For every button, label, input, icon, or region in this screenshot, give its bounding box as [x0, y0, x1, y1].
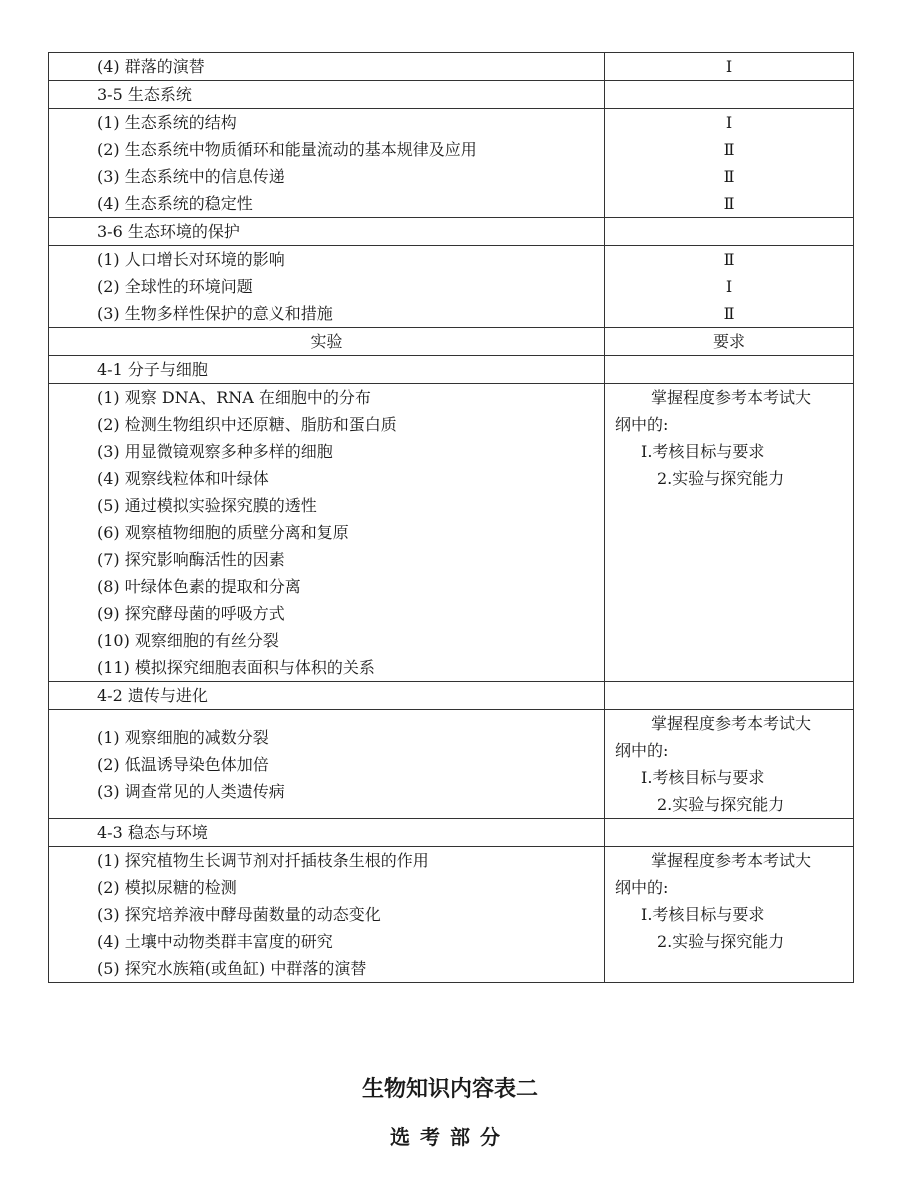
requirement-text: 2.实验与探究能力	[657, 932, 785, 951]
item-group-cell	[49, 246, 605, 328]
requirement-text: Ⅰ.考核目标与要求	[641, 442, 765, 461]
list-item: (11) 模拟探究细胞表面积与体积的关系	[97, 658, 375, 677]
table-row	[49, 246, 854, 328]
header-requirement	[605, 328, 854, 356]
level-text: Ⅰ	[725, 57, 733, 76]
syllabus-table	[48, 52, 854, 983]
level-group-cell	[605, 109, 854, 218]
list-item: (2) 生态系统中物质循环和能量流动的基本规律及应用	[97, 140, 477, 159]
list-item: (3) 探究培养液中酵母菌数量的动态变化	[97, 905, 381, 924]
list-item: (10) 观察细胞的有丝分裂	[97, 631, 279, 650]
requirement-text: 纲中的:	[615, 741, 669, 760]
requirement-text: 2.实验与探究能力	[657, 795, 785, 814]
requirement-cell	[605, 384, 854, 682]
section-title: 3-5 生态系统	[97, 85, 192, 104]
level-text: Ⅱ	[723, 140, 735, 159]
content-table-title: 生物知识内容表二	[361, 1077, 538, 1102]
table-row	[49, 53, 854, 81]
list-item: (1) 探究植物生长调节剂对扦插枝条生根的作用	[97, 851, 429, 870]
elective-section-subtitle: 选考部分	[390, 1125, 510, 1149]
list-item: (3) 生物多样性保护的意义和措施	[97, 304, 333, 323]
empty-cell	[605, 218, 854, 246]
section-row	[49, 682, 854, 710]
header-experiment	[49, 328, 605, 356]
list-item: (4) 生态系统的稳定性	[97, 194, 253, 213]
list-item: (8) 叶绿体色素的提取和分离	[97, 577, 301, 596]
list-item: (2) 低温诱导染色体加倍	[97, 754, 269, 774]
level-cell	[605, 53, 854, 81]
list-item: (5) 通过模拟实验探究膜的透性	[97, 496, 317, 515]
section-title: 4-1 分子与细胞	[97, 360, 208, 379]
requirement-text: 纲中的:	[615, 878, 669, 897]
list-item: (2) 模拟尿糖的检测	[97, 878, 237, 897]
section-title-cell	[49, 81, 605, 109]
list-item: (2) 全球性的环境问题	[97, 277, 253, 296]
header-text: 要求	[712, 332, 745, 351]
section-title-cell	[49, 682, 605, 710]
header-text: 实验	[310, 332, 343, 351]
item-group-cell	[49, 847, 605, 983]
section-row	[49, 356, 854, 384]
list-item: (1) 观察细胞的减数分裂	[97, 727, 269, 747]
list-item: (1) 生态系统的结构	[97, 113, 237, 132]
list-item: (7) 探究影响酶活性的因素	[97, 550, 285, 569]
item-group-cell	[49, 109, 605, 218]
requirement-cell	[605, 710, 854, 819]
list-item: (3) 生态系统中的信息传递	[97, 167, 285, 186]
list-item: (4) 观察线粒体和叶绿体	[97, 469, 269, 488]
level-text: Ⅱ	[723, 194, 735, 213]
empty-cell	[605, 81, 854, 109]
empty-cell	[605, 819, 854, 847]
list-item: (4) 土壤中动物类群丰富度的研究	[97, 932, 333, 951]
table-row	[49, 109, 854, 218]
requirement-text: 掌握程度参考本考试大	[651, 851, 812, 870]
section-row	[49, 81, 854, 109]
requirement-text: 纲中的:	[615, 415, 669, 434]
section-title: 4-2 遗传与进化	[97, 686, 208, 705]
section-row	[49, 218, 854, 246]
section-title-cell	[49, 819, 605, 847]
requirement-cell	[605, 847, 854, 983]
requirement-text: 掌握程度参考本考试大	[651, 714, 812, 733]
table-row	[49, 710, 854, 819]
list-item: (5) 探究水族箱(或鱼缸) 中群落的演替	[97, 959, 367, 978]
level-text: Ⅱ	[723, 304, 735, 323]
table-row	[49, 384, 854, 682]
item-group-cell	[49, 710, 605, 819]
section-title: 3-6 生态环境的保护	[97, 222, 240, 241]
table-header-row	[49, 328, 854, 356]
requirement-text: Ⅰ.考核目标与要求	[641, 768, 765, 787]
list-item: (6) 观察植物细胞的质壁分离和复原	[97, 523, 349, 542]
item-cell	[49, 53, 605, 81]
list-item: (1) 观察 DNA、RNA 在细胞中的分布	[97, 388, 371, 407]
section-title: 4-3 稳态与环境	[97, 823, 208, 842]
level-text: Ⅰ	[725, 277, 733, 296]
list-item: (2) 检测生物组织中还原糖、脂肪和蛋白质	[97, 415, 397, 434]
requirement-text: 2.实验与探究能力	[657, 469, 785, 488]
level-text: Ⅱ	[723, 167, 735, 186]
level-text: Ⅱ	[723, 250, 735, 269]
section-row	[49, 819, 854, 847]
list-item: (9) 探究酵母菌的呼吸方式	[97, 604, 285, 623]
list-item: (3) 调查常见的人类遗传病	[97, 781, 285, 801]
item-group-cell	[49, 384, 605, 682]
list-item: (3) 用显微镜观察多种多样的细胞	[97, 442, 333, 461]
section-title-cell	[49, 356, 605, 384]
table-row	[49, 847, 854, 983]
level-text: Ⅰ	[725, 113, 733, 132]
requirement-text: Ⅰ.考核目标与要求	[641, 905, 765, 924]
requirement-text: 掌握程度参考本考试大	[651, 388, 812, 407]
section-title-cell	[49, 218, 605, 246]
empty-cell	[605, 682, 854, 710]
empty-cell	[605, 356, 854, 384]
item-text: (4) 群落的演替	[97, 57, 205, 76]
list-item: (1) 人口增长对环境的影响	[97, 250, 285, 269]
level-group-cell	[605, 246, 854, 328]
